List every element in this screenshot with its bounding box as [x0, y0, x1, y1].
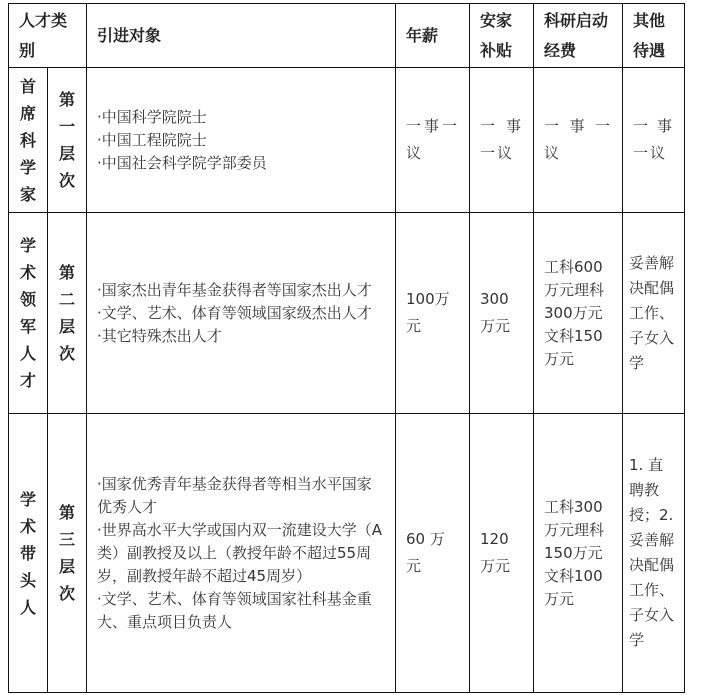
targets-cell: [87, 68, 396, 213]
category-cell: 学术领军人才: [9, 213, 48, 414]
category-cell: 学术带头人: [9, 414, 48, 693]
targets-cell: [87, 213, 396, 414]
target-item: ·中国科学院院士: [97, 107, 207, 126]
target-item: ·国家优秀青年基金获得者等相当水平国家优秀人才: [97, 474, 372, 516]
category-cell: 首席科学家: [9, 68, 48, 213]
targets-cell: [87, 414, 396, 693]
level-cell: 第三层次: [48, 414, 87, 693]
salary-cell: 100万元: [396, 213, 470, 414]
table-header-row: [9, 4, 685, 68]
research-fund-cell: 工科600万元理科300万元文科150万元: [534, 213, 623, 414]
housing-cell: 一 事 一议: [470, 68, 534, 213]
table-row: [9, 414, 685, 693]
table-row: [9, 213, 685, 414]
header-salary: 年薪: [396, 4, 470, 68]
header-target: 引进对象: [87, 4, 396, 68]
target-item: ·文学、艺术、体育等领域国家社科基金重大、重点项目负责人: [97, 589, 372, 631]
target-item: ·国家杰出青年基金获得者等国家杰出人才: [97, 280, 372, 299]
research-fund-cell: 工科300万元理科150万元文科100万元: [534, 414, 623, 693]
research-fund-cell: 一 事 一 议: [534, 68, 623, 213]
header-housing: 安家补贴: [470, 4, 534, 68]
table-row: [9, 68, 685, 213]
salary-cell: 60 万元: [396, 414, 470, 693]
salary-cell: 一事一议: [396, 68, 470, 213]
header-other: 其他待遇: [623, 4, 685, 68]
other-cell: 1. 直聘教授；2. 妥善解决配偶工作、子女入学: [623, 414, 685, 693]
target-item: ·其它特殊杰出人才: [97, 326, 222, 345]
housing-cell: 120 万元: [470, 414, 534, 693]
housing-cell: 300 万元: [470, 213, 534, 414]
header-research-fund: 科研启动经费: [534, 4, 623, 68]
level-cell: 第一层次: [48, 68, 87, 213]
header-category: 人才类别: [9, 4, 87, 68]
other-cell: 一 事 一议: [623, 68, 685, 213]
target-item: ·文学、艺术、体育等领域国家级杰出人才: [97, 303, 372, 322]
level-cell: 第二层次: [48, 213, 87, 414]
target-item: ·中国工程院院士: [97, 130, 207, 149]
talent-policy-table: [8, 3, 685, 693]
target-item: ·世界高水平大学或国内双一流建设大学（A类）副教授及以上（教授年龄不超过55周岁，副教授年龄不超过45周岁）: [97, 520, 383, 585]
target-item: ·中国社会科学院学部委员: [97, 153, 267, 172]
other-cell: 妥善解决配偶工作、子女入学: [623, 213, 685, 414]
